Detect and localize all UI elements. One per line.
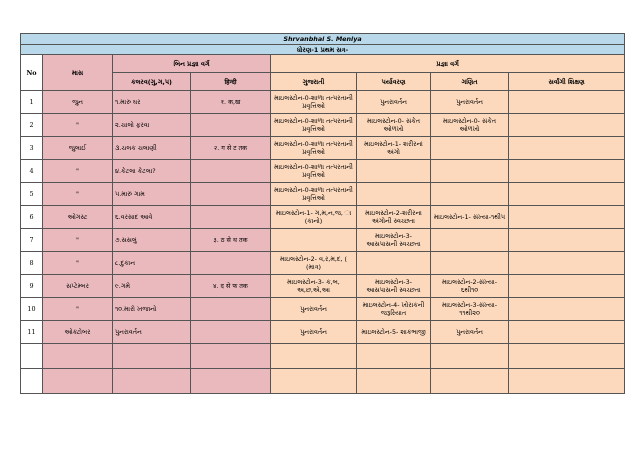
cell-no: 8 — [21, 252, 43, 275]
cell-hindi — [191, 206, 271, 229]
empty-cell — [357, 344, 431, 369]
cell-paryavaran — [357, 252, 431, 275]
cell-paryavaran: માઇલસ્ટોન-4- ખોરાકની જરૂરિયાત — [357, 298, 431, 321]
header-gujarati: ગુજરાતી — [271, 73, 357, 91]
empty-cell — [509, 344, 625, 369]
empty-cell — [113, 344, 191, 369]
cell-hindi — [191, 321, 271, 344]
cell-no: 2 — [21, 114, 43, 137]
header-kalrav: કલરવ(ગુ,ગ,પ) — [113, 73, 191, 91]
sheet-subtitle: ધોરણ-1 પ્રથમ સત્ર- — [21, 45, 625, 55]
cell-kalrav: ૫.મારું ગામ — [113, 183, 191, 206]
cell-gujarati: પુનરાવર્તન — [271, 321, 357, 344]
cell-paryavaran: માઇલસ્ટોન-3- આસપાસની સ્વચ્છતા — [357, 275, 431, 298]
cell-ganit — [431, 160, 509, 183]
empty-row — [21, 344, 625, 369]
cell-hindi: १. क,ख — [191, 91, 271, 114]
cell-kalrav: ૧.મારુ ઘર — [113, 91, 191, 114]
table-row — [21, 137, 625, 160]
empty-cell — [21, 369, 43, 394]
cell-paryavaran: માઇલસ્ટોન-3- આસપાસની સ્વચ્છતા — [357, 229, 431, 252]
cell-paryavaran: માઇલસ્ટોન-0- સંકેત ઓળખો — [357, 114, 431, 137]
table-row — [21, 183, 625, 206]
cell-ganit — [431, 252, 509, 275]
cell-paryavaran: પુનરાવર્તન — [357, 91, 431, 114]
empty-cell — [43, 344, 113, 369]
cell-month: ઓગસ્ટ — [43, 206, 113, 229]
empty-cell — [21, 344, 43, 369]
cell-ganit — [431, 183, 509, 206]
table-row — [21, 321, 625, 344]
empty-cell — [271, 369, 357, 394]
table-row — [21, 91, 625, 114]
cell-paryavaran: માઇલસ્ટોન-2-શરીરના અંગોની સ્વચ્છતા — [357, 206, 431, 229]
header-pragna: પ્રજ્ઞા વર્ગ — [271, 55, 625, 73]
syllabus-table — [20, 33, 625, 394]
empty-cell — [271, 344, 357, 369]
cell-gujarati: માઇલસ્ટોન-0-શાળા તત્પરતાની પ્રવૃત્તિઓ — [271, 160, 357, 183]
cell-month: " — [43, 229, 113, 252]
cell-month: ઓક્ટોબર — [43, 321, 113, 344]
table-row — [21, 229, 625, 252]
table-row — [21, 114, 625, 137]
cell-ganit: પુનરાવર્તન — [431, 321, 509, 344]
header-no: No — [21, 55, 43, 91]
cell-sarvangi — [509, 275, 625, 298]
empty-cell — [191, 344, 271, 369]
cell-ganit: માઇલસ્ટોન-1- સંખ્યા-૧થી૫ — [431, 206, 509, 229]
empty-row — [21, 369, 625, 394]
cell-sarvangi — [509, 91, 625, 114]
cell-month: " — [43, 160, 113, 183]
cell-kalrav: ૭.સસલું — [113, 229, 191, 252]
cell-paryavaran: માઇલસ્ટોન-1- શરીરનાં અંગો — [357, 137, 431, 160]
cell-sarvangi — [509, 298, 625, 321]
cell-month: જુલાઈ — [43, 137, 113, 160]
cell-sarvangi — [509, 321, 625, 344]
cell-sarvangi — [509, 183, 625, 206]
cell-month: જુન — [43, 91, 113, 114]
cell-gujarati: માઇલસ્ટોન-0-શાળા તત્પરતાની પ્રવૃત્તિઓ — [271, 183, 357, 206]
cell-gujarati: માઇલસ્ટોન-0-શાળા તત્પરતાની પ્રવૃત્તિઓ — [271, 91, 357, 114]
cell-sarvangi — [509, 137, 625, 160]
cell-no: 9 — [21, 275, 43, 298]
cell-gujarati — [271, 229, 357, 252]
cell-month: " — [43, 252, 113, 275]
cell-hindi — [191, 114, 271, 137]
cell-hindi — [191, 252, 271, 275]
empty-cell — [43, 369, 113, 394]
header-month: માસ — [43, 55, 113, 91]
cell-hindi: ४. द से फ तक — [191, 275, 271, 298]
cell-no: 4 — [21, 160, 43, 183]
cell-kalrav: પુનરાવર્તન — [113, 321, 191, 344]
empty-cell — [357, 369, 431, 394]
cell-ganit: પુનરાવર્તન — [431, 91, 509, 114]
empty-cell — [509, 369, 625, 394]
cell-gujarati: માઇલસ્ટોન-0-શાળા તત્પરતાની પ્રવૃત્તિઓ — [271, 137, 357, 160]
empty-cell — [113, 369, 191, 394]
cell-ganit: માઇલસ્ટોન-3-સંખ્યા- ૧૧થી૨૦ — [431, 298, 509, 321]
cell-hindi: ३. ठ से थ तक — [191, 229, 271, 252]
cell-kalrav: ૬.વરસાદ આવે — [113, 206, 191, 229]
cell-gujarati: માઇલસ્ટોન-3- ક,બ, અ,છ,એ,આ — [271, 275, 357, 298]
cell-paryavaran — [357, 160, 431, 183]
empty-cell — [191, 369, 271, 394]
cell-gujarati: માઇલસ્ટોન-0-શાળા તત્પરતાની પ્રવૃત્તિઓ — [271, 114, 357, 137]
cell-ganit — [431, 229, 509, 252]
empty-cell — [431, 369, 509, 394]
cell-kalrav: ૧૦.મારો ખજાનો — [113, 298, 191, 321]
header-paryavaran: પર્યાવરણ — [357, 73, 431, 91]
empty-cell — [431, 344, 509, 369]
cell-sarvangi — [509, 114, 625, 137]
cell-no: 11 — [21, 321, 43, 344]
cell-ganit: માઇલસ્ટોન-2-સંખ્યા- ૬થી૧૦ — [431, 275, 509, 298]
cell-no: 7 — [21, 229, 43, 252]
cell-gujarati: પુનરાવર્તન — [271, 298, 357, 321]
cell-month: " — [43, 183, 113, 206]
cell-no: 1 — [21, 91, 43, 114]
cell-kalrav: ૩.ચલક ચલાણી — [113, 137, 191, 160]
cell-no: 10 — [21, 298, 43, 321]
cell-kalrav: ૯.ગમે — [113, 275, 191, 298]
cell-month: " — [43, 298, 113, 321]
cell-month: સપ્ટેમ્બર — [43, 275, 113, 298]
cell-sarvangi — [509, 229, 625, 252]
cell-no: 5 — [21, 183, 43, 206]
table-row — [21, 206, 625, 229]
cell-paryavaran — [357, 183, 431, 206]
cell-kalrav: ૨.ચાલો ફરવા — [113, 114, 191, 137]
header-hindi: हिन्दी — [191, 73, 271, 91]
header-sarvangi: સર્વાંગી શિક્ષણ — [509, 73, 625, 91]
table-row — [21, 252, 625, 275]
cell-ganit — [431, 137, 509, 160]
table-row — [21, 160, 625, 183]
cell-paryavaran: માઇલસ્ટોન-5- શાકભાજી — [357, 321, 431, 344]
cell-hindi — [191, 183, 271, 206]
header-ganit: ગણિત — [431, 73, 509, 91]
cell-month: " — [43, 114, 113, 137]
cell-ganit: માઇલસ્ટોન-0- સંકેત ઓળખો — [431, 114, 509, 137]
header-bin-pragna: બિન પ્રજ્ઞા વર્ગ — [113, 55, 271, 73]
cell-hindi — [191, 160, 271, 183]
cell-kalrav: ૮.દુકાન — [113, 252, 191, 275]
cell-hindi — [191, 298, 271, 321]
cell-kalrav: ૪.કેટલા કેટલા? — [113, 160, 191, 183]
table-row — [21, 275, 625, 298]
sheet-title: Shrvanbhai S. Meniya — [21, 34, 625, 45]
cell-sarvangi — [509, 206, 625, 229]
cell-sarvangi — [509, 252, 625, 275]
cell-hindi: २. ग से ट तक — [191, 137, 271, 160]
cell-sarvangi — [509, 160, 625, 183]
cell-gujarati: માઇલસ્ટોન-2- વ,ર,મ,દ, ( (માત્ર) — [271, 252, 357, 275]
cell-gujarati: માઇલસ્ટોન-1- ગ,મ,ન,જ, ા (કાનો) — [271, 206, 357, 229]
table-row — [21, 298, 625, 321]
cell-no: 6 — [21, 206, 43, 229]
cell-no: 3 — [21, 137, 43, 160]
